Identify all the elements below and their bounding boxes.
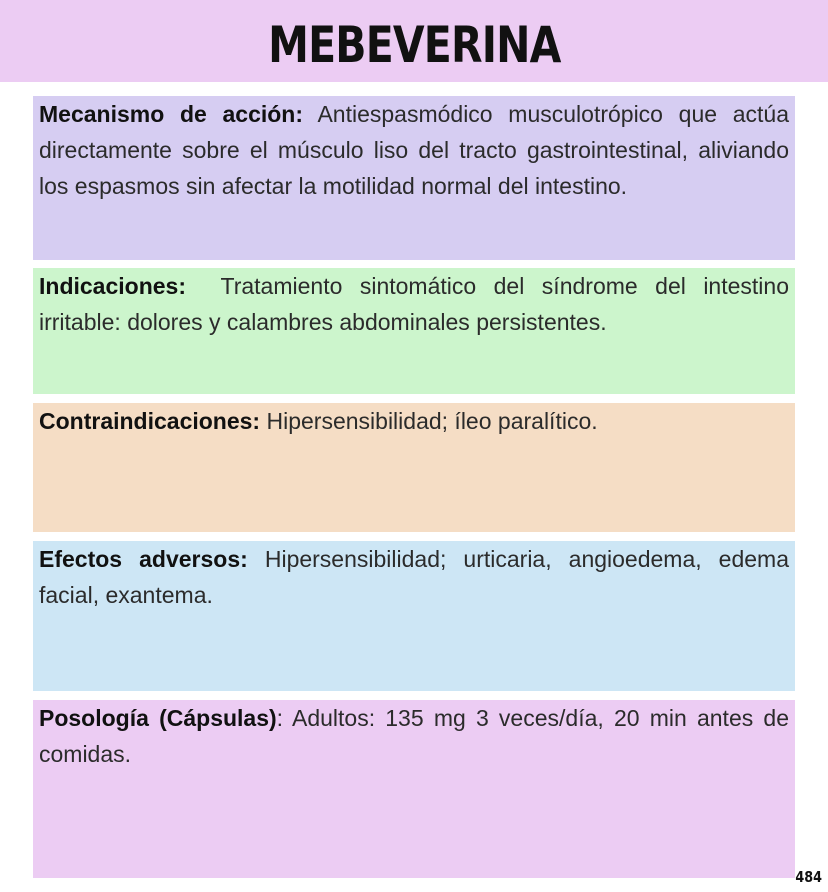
efectos-text: Hipersensibilidad; urticaria, angioedema, edema facial, exantema. xyxy=(39,546,790,608)
indicaciones-paragraph xyxy=(39,268,789,340)
title-banner xyxy=(0,0,828,82)
posologia-paragraph xyxy=(39,700,789,772)
section-contraindicaciones xyxy=(33,403,795,532)
efectos-label: Efectos adversos: xyxy=(39,546,248,572)
mecanismo-label: Mecanismo de acción: xyxy=(39,101,304,127)
contraindicaciones-paragraph xyxy=(39,403,789,439)
mecanismo-text: Antiespasmódico musculotrópico que actúa directamente sobre el músculo liso del tracto gastrointestinal, aliviando los espasmos sin afectar la motilidad normal del intestino. xyxy=(39,101,789,199)
indicaciones-label: Indicaciones: xyxy=(39,273,186,299)
page-title: MEBEVERINA xyxy=(267,16,561,74)
contraindicaciones-label: Contraindicaciones: xyxy=(39,408,261,434)
section-posologia xyxy=(33,700,795,878)
contraindicaciones-text: Hipersensibilidad; íleo paralítico. xyxy=(266,408,598,434)
section-indicaciones xyxy=(33,268,795,394)
section-efectos-adversos xyxy=(33,541,795,691)
mecanismo-paragraph xyxy=(39,96,789,204)
efectos-paragraph xyxy=(39,541,789,613)
posologia-text: : Adultos: 135 mg 3 veces/día, 20 min antes de comidas. xyxy=(39,705,789,767)
posologia-label: Posología (Cápsulas) xyxy=(39,705,277,731)
section-mecanismo xyxy=(33,96,795,260)
page-number: 484 xyxy=(795,868,822,886)
indicaciones-text: Tratamiento sintomático del síndrome del intestino irritable: dolores y calambres abdominales persistentes. xyxy=(39,273,789,335)
